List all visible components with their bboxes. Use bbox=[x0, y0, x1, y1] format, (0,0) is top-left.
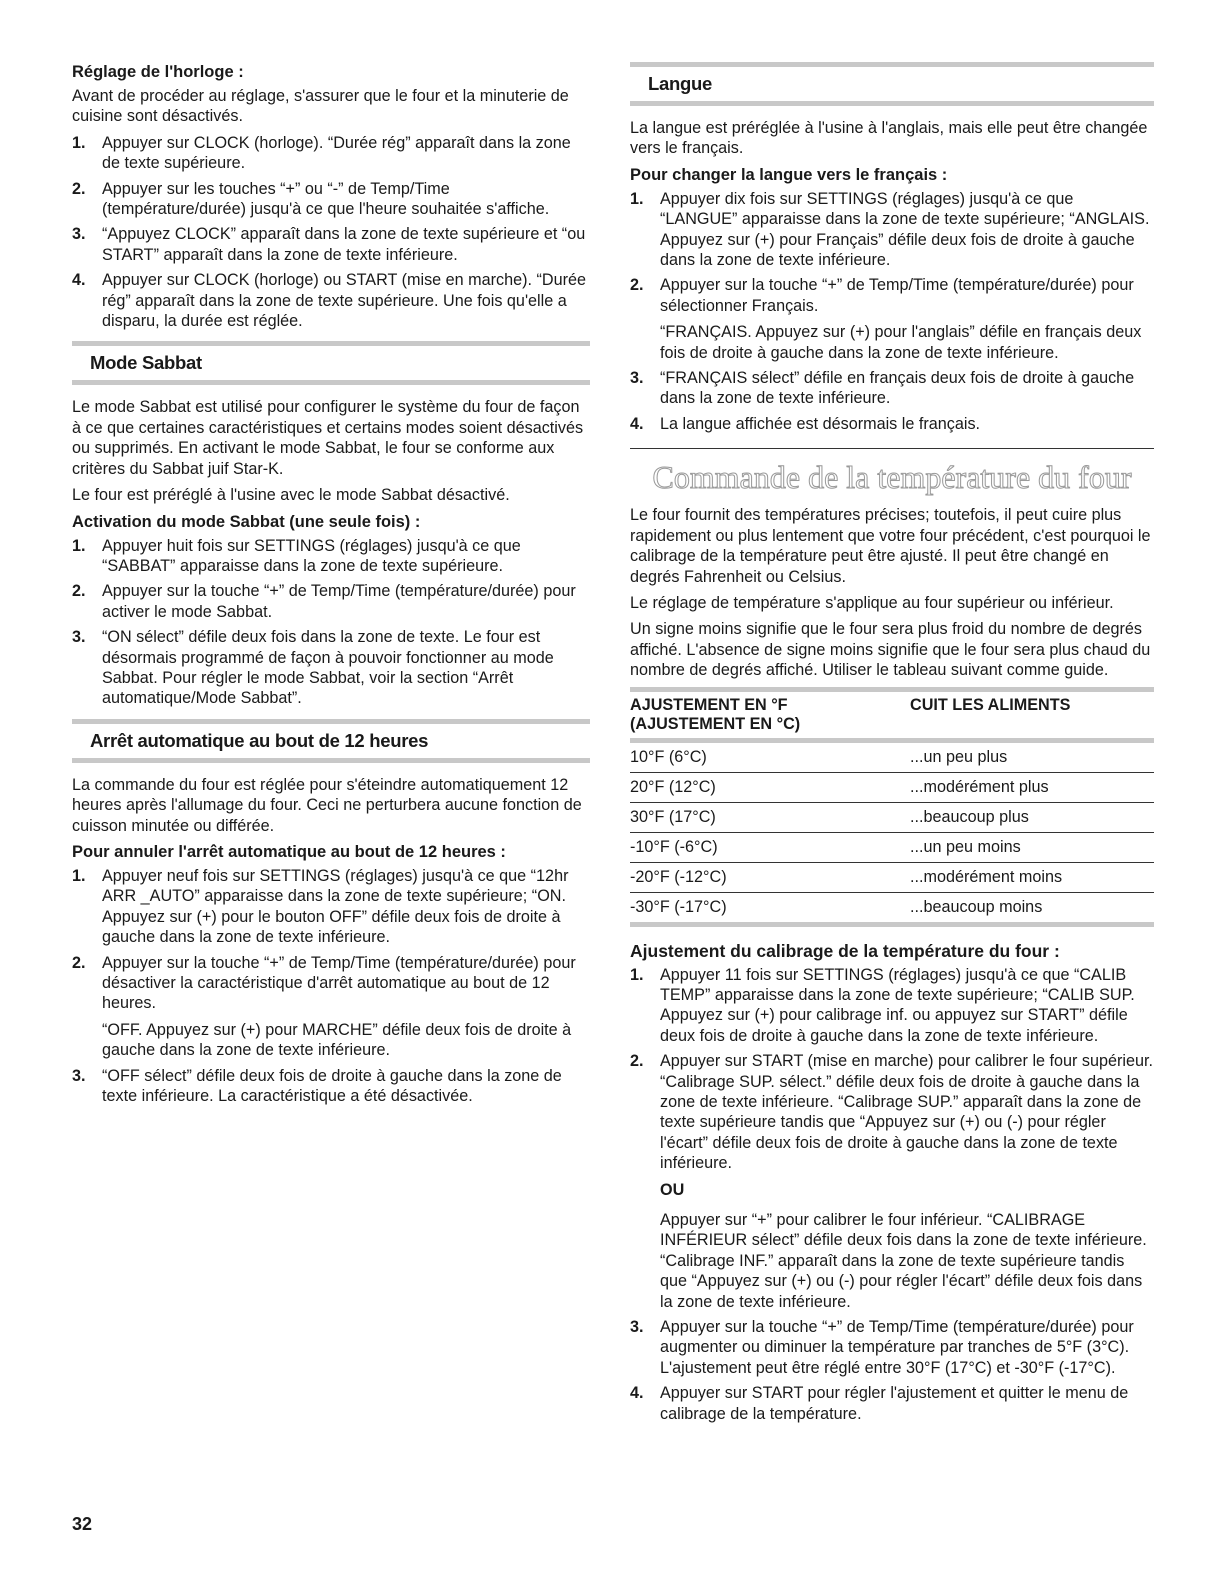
auto-off-steps bbox=[72, 866, 590, 1106]
table-row: 10°F (6°C) ...un peu plus bbox=[630, 740, 1154, 772]
sabbath-steps bbox=[72, 536, 590, 709]
clock-heading: Réglage de l'horloge : bbox=[72, 63, 244, 81]
or-label: OU bbox=[660, 1180, 685, 1199]
table-row: 20°F (12°C) ...modérément plus bbox=[630, 772, 1154, 802]
language-heading: Pour changer la langue vers le français : bbox=[630, 165, 948, 184]
list-item: 3. “OFF sélect” défile deux fois de droite à gauche dans la zone de texte inférieure. La caractéristique a été désactivée. bbox=[72, 1066, 562, 1106]
adjustment-table bbox=[630, 687, 1154, 927]
list-item: 1. Appuyer huit fois sur SETTINGS (réglages) jusqu'à ce que “SABBAT” apparaisse dans la zone de texte supérieure. bbox=[72, 536, 521, 575]
list-item: 2. Appuyer sur START (mise en marche) pour calibrer le four supérieur. “Calibrage SUP. sélect.” défile deux fois de droite à gauche dans la zone de texte inférieure. “Calibrage SUP.” apparaît dans la zone de texte supérieure tandis que “Appuyez sur (+) ou (-) pour régler l'écart” défile deux fois de droite à gauche dans la zone de texte inférieure. OU Appuyer sur “+” pour calibrer le four inférieur. “CALIBRAGE INFÉRIEUR sélect” défile deux fois dans la zone de texte inférieure. “Calibrage INF.” apparaît dans la zone de texte supérieure tandis que “Appuyez sur (+) ou (-) pour régler l'écart” défile deux fois dans la zone de texte inférieure. bbox=[630, 1052, 1154, 1311]
sabbath-section-title: Mode Sabbat bbox=[72, 341, 590, 385]
sabbath-heading: Activation du mode Sabbat (une seule fois) : bbox=[72, 512, 421, 531]
right-column bbox=[630, 62, 1154, 1429]
step-note: “OFF. Appuyez sur (+) pour MARCHE” défile deux fois de droite à gauche dans la zone de texte inférieure. bbox=[102, 1020, 572, 1060]
clock-steps bbox=[72, 133, 590, 332]
list-item: 1. Appuyer 11 fois sur SETTINGS (réglages) jusqu'à ce que “CALIB TEMP” apparaisse dans la zone de texte supérieure; “CALIB SUP. Appuyez sur (+) pour calibrage inf. ou appuyez sur START” défile deux fois de droite à gauche dans la zone de texte inférieure. bbox=[630, 965, 1135, 1045]
temperature-paragraph: Un signe moins signifie que le four sera plus froid du nombre de degrés affiché. L'absence de signe moins signifie que le four sera plus chaud du nombre de degrés affiché. Utiliser le tableau suivant comme guide. bbox=[630, 620, 1151, 680]
list-item: 4. Appuyer sur START pour régler l'ajustement et quitter le menu de calibrage de la température. bbox=[630, 1384, 1129, 1423]
auto-off-section-title: Arrêt automatique au bout de 12 heures bbox=[72, 719, 590, 763]
table-row: 30°F (17°C) ...beaucoup plus bbox=[630, 802, 1154, 832]
auto-off-paragraph: La commande du four est réglée pour s'éteindre automatiquement 12 heures après l'allumage du four. Ceci ne perturbera aucune fonction de cuisson minutée ou différée. bbox=[72, 775, 582, 835]
auto-off-heading: Pour annuler l'arrêt automatique au bout de 12 heures : bbox=[72, 842, 506, 861]
list-item: 2. Appuyer sur la touche “+” de Temp/Time (température/durée) pour activer le mode Sabbat. bbox=[72, 582, 576, 621]
list-item: 2. Appuyer sur la touche “+” de Temp/Time (température/durée) pour sélectionner Français. “FRANÇAIS. Appuyez sur (+) pour l'anglais” défile en français deux fois de droite à gauche dans la zone de texte inférieure. bbox=[630, 275, 1154, 363]
sabbath-paragraph: Le four est préréglé à l'usine avec le mode Sabbat désactivé. bbox=[72, 486, 510, 505]
step-note: “FRANÇAIS. Appuyez sur (+) pour l'anglais” défile en français deux fois de droite à gauche dans la zone de texte inférieure. bbox=[660, 323, 1142, 362]
list-item: 4. Appuyer sur CLOCK (horloge) ou START (mise en marche). “Durée rég” apparaît dans la zone de texte supérieure. Une fois qu'elle a disparu, la durée est réglée. bbox=[72, 271, 587, 331]
list-item: 3. Appuyer sur la touche “+” de Temp/Time (température/durée) pour augmenter ou diminuer la température par tranches de 5°F (3°C). L'ajustement peut être réglé entre 30°F (17°C) et -30°F (-17°C). bbox=[630, 1318, 1134, 1377]
oven-temperature-title: Commande de la température du four bbox=[630, 448, 1154, 495]
language-paragraph: La langue est préréglée à l'usine à l'anglais, mais elle peut être changée vers le français. bbox=[630, 119, 1148, 158]
list-item: 3. “FRANÇAIS sélect” défile en français deux fois de droite à gauche dans la zone de texte inférieure. bbox=[630, 369, 1135, 408]
left-column bbox=[72, 62, 590, 1111]
table-header-result: CUIT LES ALIMENTS bbox=[910, 689, 1154, 740]
language-steps bbox=[630, 189, 1154, 434]
calibration-steps bbox=[630, 965, 1154, 1425]
list-item: 3. “ON sélect” défile deux fois dans la zone de texte. Le four est désormais programmé de façon à pouvoir fonctionner au mode Sabbat. Pour régler le mode Sabbat, voir la section “Arrêt automatique/Mode Sabbat”. bbox=[72, 628, 554, 708]
sabbath-paragraph: Le mode Sabbat est utilisé pour configurer le système du four de façon à ce que certaines caractéristiques et certains modes soient désactivés ou supprimés. En activant le mode Sabbat, le four se conforme aux critères du Sabbat juif Star-K. bbox=[72, 398, 584, 478]
language-section-title: Langue bbox=[630, 62, 1154, 106]
table-row: -30°F (-17°C) ...beaucoup moins bbox=[630, 892, 1154, 924]
temperature-paragraph: Le réglage de température s'applique au four supérieur ou inférieur. bbox=[630, 593, 1114, 612]
list-item: 1. Appuyer neuf fois sur SETTINGS (réglages) jusqu'à ce que “12hr ARR _AUTO” apparaisse dans la zone de texte supérieure; “ON. Appuyez sur (+) pour le bouton OFF” défile deux fois de droite à gauche dans la zone de texte inférieure. bbox=[72, 866, 569, 947]
table-row: -20°F (-12°C) ...modérément moins bbox=[630, 862, 1154, 892]
list-item: 2. Appuyer sur les touches “+” ou “-” de Temp/Time (température/durée) jusqu'à ce que l'heure souhaitée s'affiche. bbox=[72, 179, 550, 219]
list-item: 2. Appuyer sur la touche “+” de Temp/Time (température/durée) pour désactiver la caractéristique d'arrêt automatique au bout de 12 heures. “OFF. Appuyez sur (+) pour MARCHE” défile deux fois de droite à gauche dans la zone de texte inférieure. bbox=[72, 953, 590, 1061]
table-header-adjustment: AJUSTEMENT EN °F (AJUSTEMENT EN °C) bbox=[630, 689, 910, 740]
list-item: 3. “Appuyez CLOCK” apparaît dans la zone de texte supérieure et “ou START” apparaît dans la zone de texte inférieure. bbox=[72, 225, 586, 264]
step-note: Appuyer sur “+” pour calibrer le four inférieur. “CALIBRAGE INFÉRIEUR sélect” défile deux fois dans la zone de texte inférieure. “Calibrage INF.” apparaît dans la zone de texte supérieure tandis que “Appuyez sur (+) ou (-) pour régler l'écart” défile deux fois dans la zone de texte inférieure. bbox=[660, 1211, 1147, 1311]
page-number: 32 bbox=[72, 1514, 93, 1534]
clock-intro: Avant de procéder au réglage, s'assurer que le four et la minuterie de cuisine sont désactivés. bbox=[72, 87, 569, 126]
calibration-heading: Ajustement du calibrage de la température du four : bbox=[630, 940, 1060, 961]
list-item: 1. Appuyer sur CLOCK (horloge). “Durée rég” apparaît dans la zone de texte supérieure. bbox=[72, 133, 571, 173]
table-row: -10°F (-6°C) ...un peu moins bbox=[630, 832, 1154, 862]
list-item: 4. La langue affichée est désormais le français. bbox=[630, 414, 981, 433]
temperature-paragraph: Le four fournit des températures précises; toutefois, il peut cuire plus rapidement ou plus lentement que votre four précédent, c'est pourquoi le calibrage de la température peut être ajusté. Il peut être changé en degrés Fahrenheit ou Celsius. bbox=[630, 506, 1151, 586]
list-item: 1. Appuyer dix fois sur SETTINGS (réglages) jusqu'à ce que “LANGUE” apparaisse dans la zone de texte supérieure; “ANGLAIS. Appuyez sur (+) pour Français” défile deux fois de droite à gauche dans la zone de texte inférieure. bbox=[630, 189, 1150, 270]
